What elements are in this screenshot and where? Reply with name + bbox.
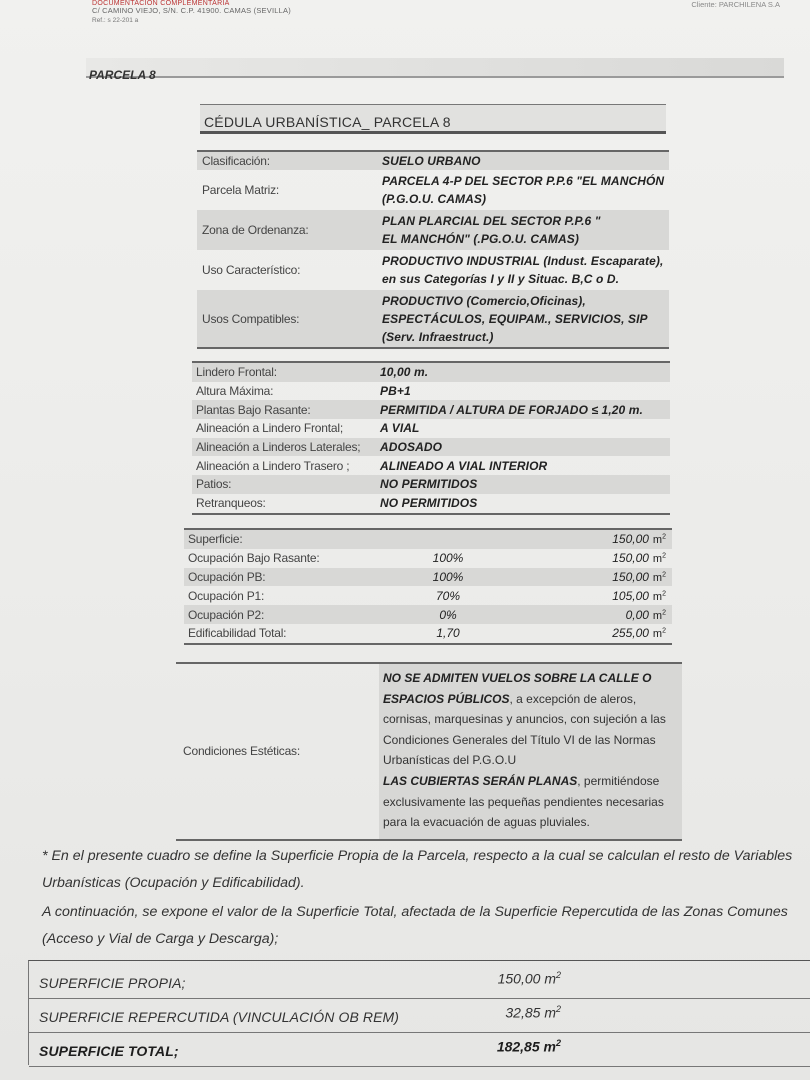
row-label: Clasificación:	[202, 154, 270, 168]
row-label: Plantas Bajo Rasante:	[196, 402, 311, 417]
row-label: Alineación a Lindero Trasero ;	[196, 458, 350, 473]
table-row	[192, 400, 670, 419]
total-value: 182,85 $m^2$	[496, 1038, 561, 1055]
note-superficie-propia: * En el presente cuadro se define la Superficie Propia de la Parcela, respecto a la cual se calculan el resto de Variables Urbanísticas (Ocupación y Edificabilidad).	[42, 848, 793, 891]
table-row	[29, 964, 810, 999]
aesthetics-label: Condiciones Estéticas:	[183, 744, 300, 759]
row-label: Ocupación P1:	[188, 588, 265, 603]
row-label: Alineación a Lindero Frontal;	[196, 421, 343, 436]
row-label: Ocupación Bajo Rasante:	[188, 551, 320, 566]
total-label: SUPERFICIE REPERCUTIDA (VINCULACIÓN OB REM)	[39, 1009, 400, 1025]
table-row	[192, 382, 670, 401]
table-row	[184, 586, 672, 605]
row-value: PERMITIDA / ALTURA DE FORJADO ≤ 1,20 m.	[380, 402, 643, 417]
aesthetics-text: NO SE ADMITEN VUELOS SOBRE LA CALLE O ESPACIOS PÚBLICOS, a excepción de aleros, cornisas, marquesinas y anuncios, con sujeción a las Condiciones Generales del Título VI de las Normas Urbanísticas del P.G.O.U LAS CUBIERTAS SERÁN PLANAS, permitiéndose exclusivamente las pequeñas pendientes necesarias para la evacuación de aguas pluviales.	[379, 663, 682, 840]
params-table	[192, 361, 670, 515]
row-percent: 100%	[432, 551, 464, 566]
row-percent	[388, 529, 508, 549]
table-row	[192, 475, 670, 494]
row-label: Superficie:	[188, 532, 243, 547]
row-label: Usos Compatibles:	[202, 311, 300, 326]
table-row	[184, 624, 672, 644]
header-ref: Ref.: s 22-201 a	[92, 17, 139, 24]
header-client: Cliente: PARCHILENA S.A	[691, 0, 780, 9]
header-address: C/ CAMINO VIEJO, S/N. C.P. 41900. CAMAS (SEVILLA)	[92, 6, 291, 15]
row-value: PB+1	[380, 384, 411, 399]
table-row	[29, 1032, 810, 1067]
table-row	[192, 419, 670, 438]
row-label: Ocupación PB:	[188, 569, 266, 584]
row-label: Lindero Frontal:	[196, 365, 277, 380]
general-table	[197, 150, 669, 349]
table-row	[197, 170, 669, 210]
table-row	[29, 998, 810, 1033]
total-label: SUPERFICIE PROPIA;	[39, 975, 186, 991]
row-value: PARCELA 4-P DEL SECTOR P.P.6 "EL MANCHÓN (P.G.O.U. CAMAS)	[382, 174, 665, 206]
row-label: Retranqueos:	[196, 496, 266, 511]
header-top-line: DOCUMENTACIÓN COMPLEMENTARIA	[92, 0, 230, 7]
table-row	[197, 210, 669, 250]
row-label: Alineación a Linderos Laterales;	[196, 440, 361, 455]
row-value: 150,00 $m^2$	[612, 532, 666, 547]
row-label: Edificabilidad Total:	[188, 626, 287, 641]
table-row	[192, 456, 670, 475]
row-value: 105,00 $m^2$	[612, 588, 666, 603]
table-row	[184, 549, 672, 568]
row-value: PRODUCTIVO INDUSTRIAL (Indust. Escaparate), en sus Categorías I y II y Situac. B,C o D.	[382, 254, 664, 286]
table-row	[197, 151, 669, 170]
aesthetics-table	[176, 662, 682, 841]
row-value: 255,00 $m^2$	[612, 626, 666, 641]
row-value: NO PERMITIDOS	[380, 477, 478, 492]
table-row	[197, 290, 669, 348]
row-label: Parcela Matriz:	[202, 183, 280, 197]
table-row	[176, 663, 682, 840]
row-value: PLAN PLARCIAL DEL SECTOR P.P.6 " EL MANCHÓN" (.PG.O.U. CAMAS)	[382, 214, 601, 246]
total-value: 32,85 $m^2$	[505, 1004, 561, 1021]
table-row	[184, 529, 672, 549]
table-row	[197, 250, 669, 290]
table-row	[192, 494, 670, 514]
total-value: 150,00 $m^2$	[497, 970, 561, 987]
row-label: Uso Característico:	[202, 263, 301, 277]
row-value: SUELO URBANO	[382, 154, 481, 168]
table-row	[184, 568, 672, 587]
row-value: NO PERMITIDOS	[380, 496, 478, 511]
row-percent: 70%	[435, 588, 461, 603]
row-value: 150,00 $m^2$	[612, 569, 666, 584]
table-row	[192, 438, 670, 457]
row-value: ADOSADO	[380, 440, 443, 455]
row-label: Ocupación P2:	[188, 607, 265, 622]
row-percent: 100%	[432, 569, 464, 584]
row-value: 10,00 m.	[380, 365, 429, 380]
section-title-bar	[86, 58, 784, 82]
note-superficie-total: A continuación, se expone el valor de la Superficie Total, afectada de la Superficie Repercutida de las Zonas Comunes (Acceso y Vial de Carga y Descarga);	[42, 904, 788, 947]
row-value: A VIAL	[380, 421, 420, 436]
row-label: Altura Máxima:	[196, 384, 274, 399]
row-percent: 0%	[439, 607, 457, 622]
row-label: Zona de Ordenanza:	[202, 223, 309, 237]
total-label: SUPERFICIE TOTAL;	[39, 1043, 179, 1059]
surfaces-table	[184, 528, 672, 645]
cedula-title: CÉDULA URBANÍSTICA_ PARCELA 8	[204, 114, 451, 130]
row-value: 150,00 $m^2$	[612, 551, 666, 566]
section-title: PARCELA 8	[89, 68, 156, 82]
row-value: PRODUCTIVO (Comercio,Oficinas), ESPECTÁCULOS, EQUIPAM., SERVICIOS, SIP (Serv. Infraestruct.)	[382, 293, 648, 344]
row-label: Patios:	[196, 477, 232, 492]
row-value: ALINEADO A VIAL INTERIOR	[380, 458, 548, 473]
cedula-title-bar	[200, 104, 666, 134]
table-row	[184, 605, 672, 624]
row-percent: 1,70	[436, 626, 460, 641]
totals-table	[28, 960, 810, 1065]
row-value: 0,00 $m^2$	[625, 607, 666, 622]
table-row	[192, 362, 670, 382]
